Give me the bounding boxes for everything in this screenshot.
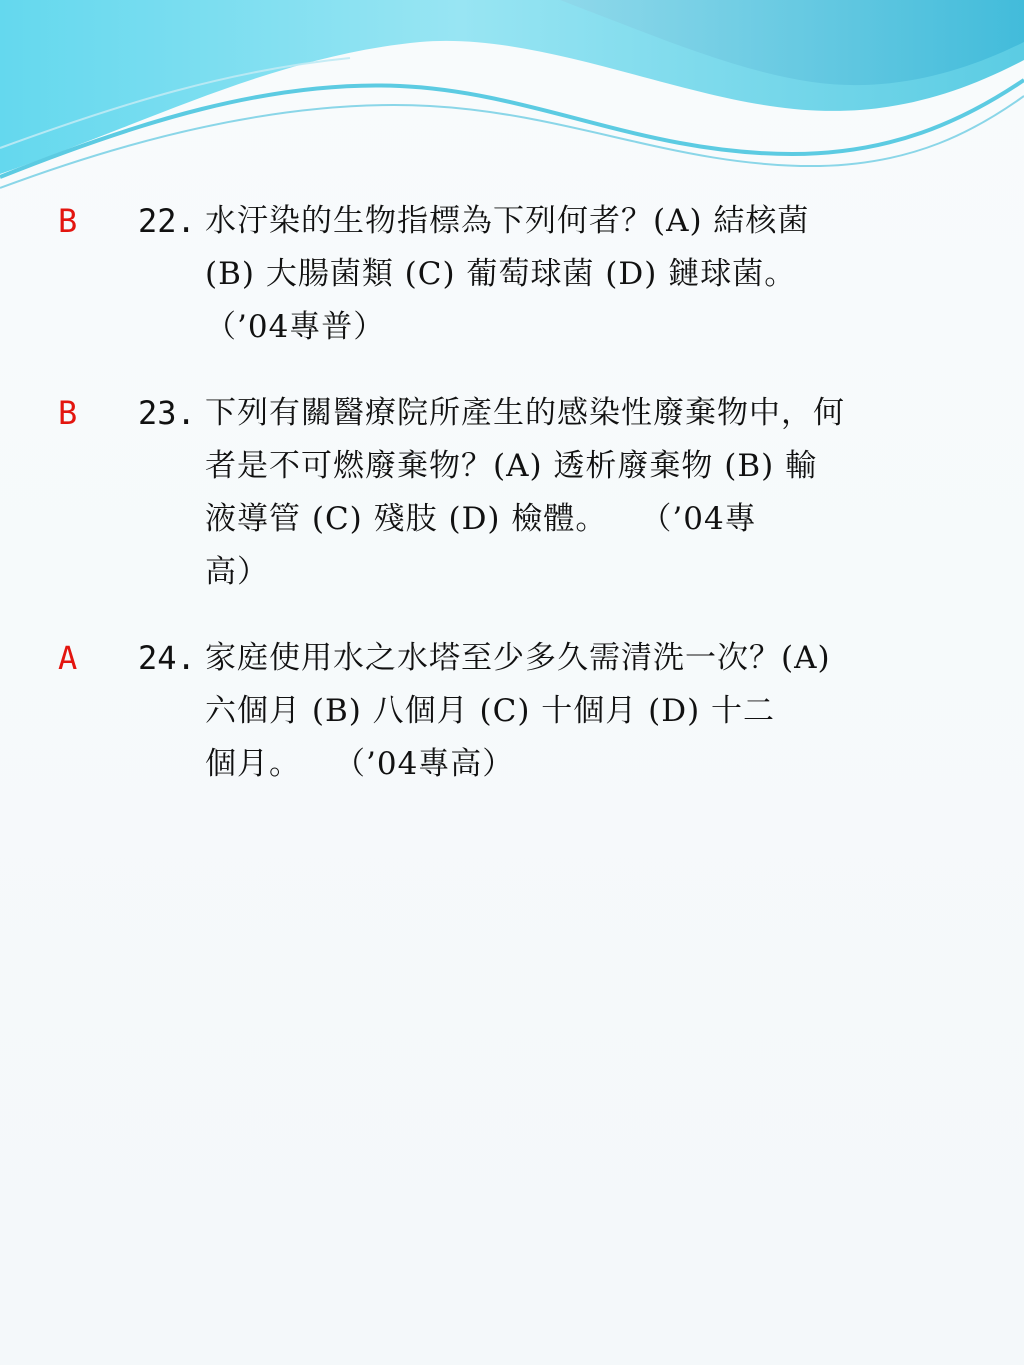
question-line: 液導管 (C) 殘肢 (D) 檢體。 （’04專 [205, 501, 757, 537]
question-number: 22. [138, 202, 196, 240]
question-23 [0, 387, 1024, 599]
question-number: 23. [138, 394, 196, 432]
question-line: 者是不可燃廢棄物？(A) 透析廢棄物 (B) 輸 [205, 448, 818, 484]
question-text [205, 195, 965, 354]
answer-key: B [58, 202, 78, 240]
question-line: 六個月 (B) 八個月 (C) 十個月 (D) 十二 [205, 693, 776, 729]
question-line: 水汙染的生物指標為下列何者？(A) 結核菌 [205, 203, 810, 239]
question-24 [0, 632, 1024, 791]
answer-key: B [58, 394, 78, 432]
question-line: 下列有關醫療院所產生的感染性廢棄物中，何 [205, 395, 845, 431]
question-line: 高） [205, 554, 269, 590]
question-22 [0, 195, 1024, 354]
question-list [0, 195, 1024, 824]
question-text [205, 632, 965, 791]
question-line: (B) 大腸菌類 (C) 葡萄球菌 (D) 鏈球菌。 [205, 256, 797, 292]
question-number: 24. [138, 639, 196, 677]
answer-key: A [58, 639, 78, 677]
question-line: 家庭使用水之水塔至少多久需清洗一次？(A) [205, 640, 831, 676]
question-line: （’04專普） [205, 309, 386, 345]
header-wave-decoration [0, 0, 1024, 220]
question-text [205, 387, 965, 599]
question-line: 個月。 （’04專高） [205, 746, 515, 782]
